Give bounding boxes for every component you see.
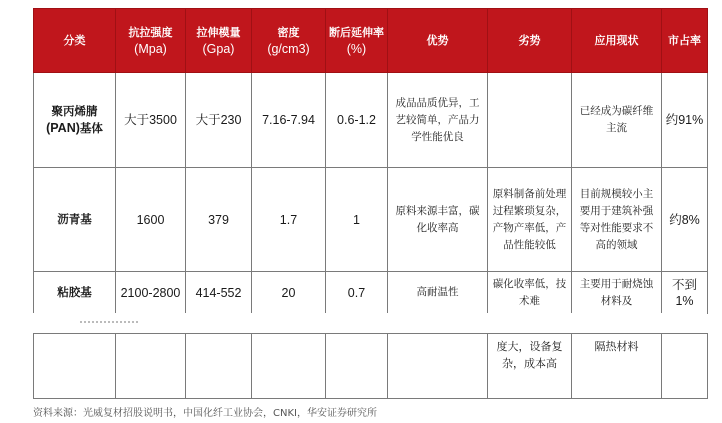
source-note: 资料来源：光威复材招股说明书，中国化纤工业协会，CNKI，华安证券研究所 bbox=[33, 408, 377, 419]
header-category: 分类 bbox=[34, 9, 116, 73]
row-pan-tensile-strength: 大于3500 bbox=[116, 73, 186, 168]
row-pitch-tensile-strength: 1600 bbox=[116, 168, 186, 272]
row-viscose-elongation: 0.7 bbox=[326, 272, 388, 314]
carbon-fiber-comparison-table bbox=[33, 8, 708, 314]
row-viscose-tensile-strength: 2100-2800 bbox=[116, 272, 186, 314]
header-tensile-modulus: 拉伸模量 (Gpa) bbox=[186, 9, 252, 73]
header-tensile-strength: 抗拉强度 (Mpa) bbox=[116, 9, 186, 73]
header-advantage: 优势 bbox=[388, 9, 488, 73]
cont-disadvantage: 度大，设备复杂，成本高 bbox=[488, 334, 572, 399]
table-row bbox=[34, 73, 708, 168]
row-pitch-disadvantage: 原料制备前处理过程繁琐复杂，产物产率低，产品性能较低 bbox=[488, 168, 572, 272]
row-viscose-name: 粘胶基 bbox=[34, 272, 116, 314]
table-row bbox=[34, 334, 708, 399]
faint-divider bbox=[80, 321, 140, 323]
cont-empty-cell bbox=[252, 334, 326, 399]
row-viscose-density: 20 bbox=[252, 272, 326, 314]
row-pan-elongation: 0.6-1.2 bbox=[326, 73, 388, 168]
row-pan-share: 约91% bbox=[662, 73, 708, 168]
table-header-row bbox=[34, 9, 708, 73]
cont-empty-cell bbox=[34, 334, 116, 399]
cont-empty-cell bbox=[388, 334, 488, 399]
table-continuation bbox=[33, 333, 708, 399]
cont-empty-cell bbox=[116, 334, 186, 399]
row-pitch-share: 约8% bbox=[662, 168, 708, 272]
row-viscose-advantage: 高耐温性 bbox=[388, 272, 488, 314]
cont-empty-cell bbox=[186, 334, 252, 399]
row-pitch-name: 沥青基 bbox=[34, 168, 116, 272]
row-pitch-application: 目前规模较小主要用于建筑补强等对性能要求不高的领域 bbox=[572, 168, 662, 272]
page-break-gap bbox=[33, 313, 707, 333]
row-pan-tensile-modulus: 大于230 bbox=[186, 73, 252, 168]
row-viscose-application: 主要用于耐烧蚀材料及 bbox=[572, 272, 662, 314]
header-disadvantage: 劣势 bbox=[488, 9, 572, 73]
row-viscose-share: 不到1% bbox=[662, 272, 708, 314]
cont-empty-cell bbox=[662, 334, 708, 399]
row-pitch-tensile-modulus: 379 bbox=[186, 168, 252, 272]
header-application: 应用现状 bbox=[572, 9, 662, 73]
row-pan-disadvantage bbox=[488, 73, 572, 168]
row-pitch-advantage: 原料来源丰富，碳化收率高 bbox=[388, 168, 488, 272]
table-row bbox=[34, 272, 708, 314]
table-row bbox=[34, 168, 708, 272]
cont-application: 隔热材料 bbox=[572, 334, 662, 399]
header-market-share: 市占率 bbox=[662, 9, 708, 73]
row-pan-application: 已经成为碳纤维主流 bbox=[572, 73, 662, 168]
row-viscose-tensile-modulus: 414-552 bbox=[186, 272, 252, 314]
header-density: 密度 (g/cm3) bbox=[252, 9, 326, 73]
row-pan-name: 聚丙烯腈 (PAN)基体 bbox=[34, 73, 116, 168]
header-elongation: 断后延伸率 (%) bbox=[326, 9, 388, 73]
row-pan-density: 7.16-7.94 bbox=[252, 73, 326, 168]
row-viscose-disadvantage: 碳化收率低，技术难 bbox=[488, 272, 572, 314]
row-pitch-elongation: 1 bbox=[326, 168, 388, 272]
cont-empty-cell bbox=[326, 334, 388, 399]
row-pitch-density: 1.7 bbox=[252, 168, 326, 272]
row-pan-advantage: 成品品质优异，工艺较简单，产品力学性能优良 bbox=[388, 73, 488, 168]
